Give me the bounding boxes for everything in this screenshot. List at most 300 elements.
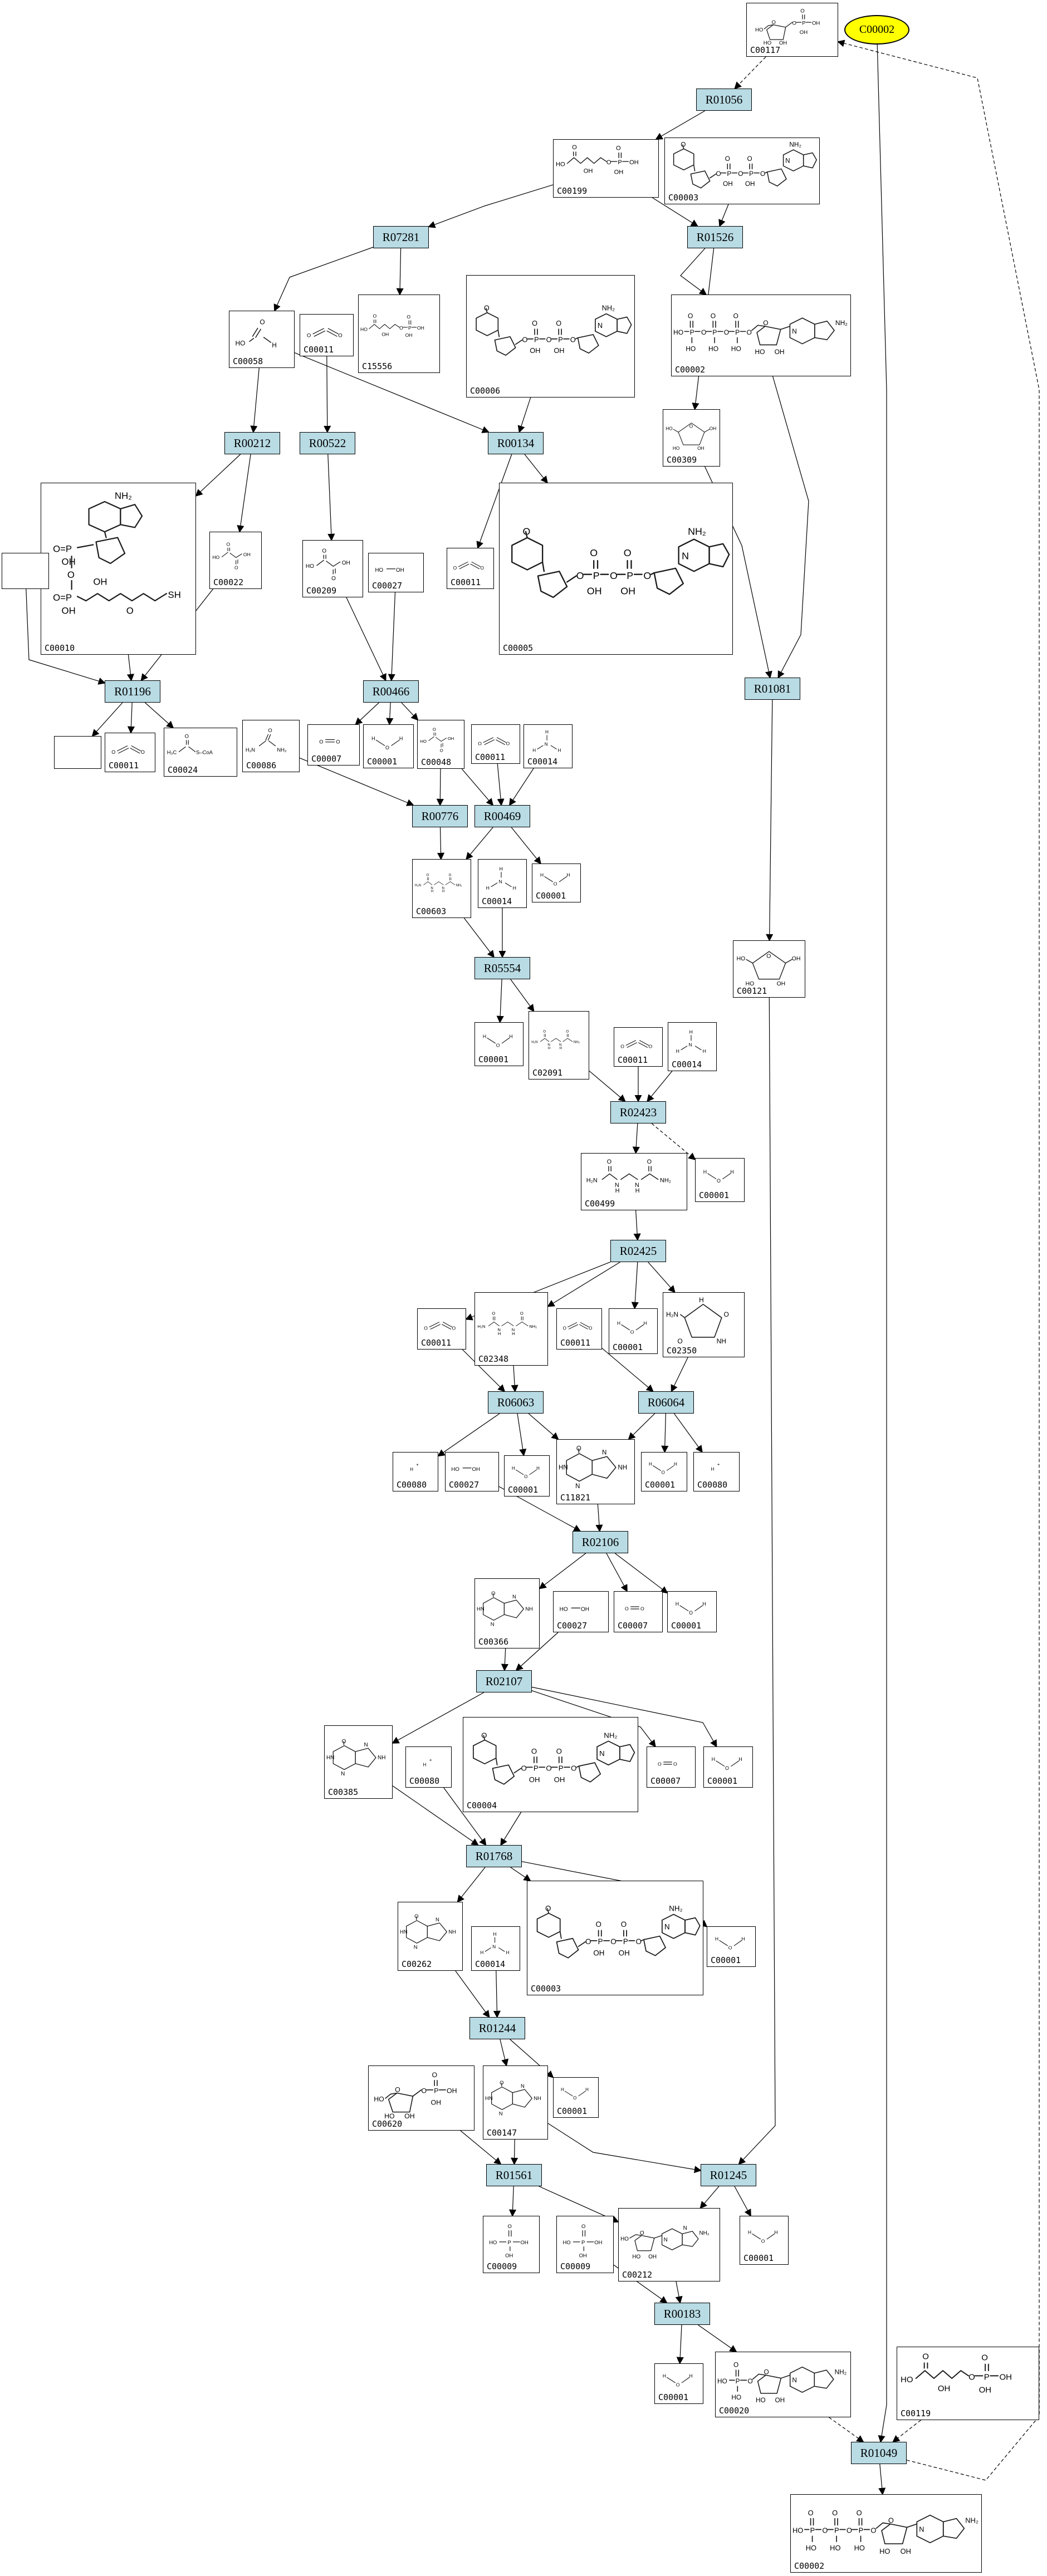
svg-text:O: O	[635, 1937, 642, 1946]
molecule-structure	[473, 726, 518, 752]
compound-node-C00014[interactable]	[668, 1022, 717, 1071]
compound-node-C00086[interactable]	[242, 720, 300, 772]
svg-text:O: O	[606, 1158, 611, 1165]
compound-node-C00007[interactable]	[307, 724, 360, 766]
edge-r02425-c02350	[648, 1262, 675, 1292]
compound-node-C00003[interactable]	[527, 1881, 703, 1995]
svg-text:N: N	[602, 1449, 607, 1456]
compound-node-C00020[interactable]	[715, 2352, 851, 2417]
compound-node-C02348[interactable]	[474, 1292, 548, 1366]
compound-node-C00117[interactable]	[746, 3, 838, 57]
svg-text:NH₂: NH₂	[456, 884, 462, 888]
svg-text:N: N	[614, 1181, 619, 1189]
svg-text:HO: HO	[792, 2525, 804, 2534]
reaction-id-label: R01526	[696, 230, 734, 244]
edge-c00014d-r01244	[496, 1971, 497, 2017]
svg-text:H: H	[566, 872, 570, 878]
compound-node-C00001[interactable]	[363, 724, 414, 768]
svg-text:NH: NH	[448, 1929, 456, 1935]
edge-r00466-c00001a	[389, 703, 390, 724]
svg-text:HO: HO	[375, 567, 384, 573]
compound-node-C00603[interactable]	[412, 859, 471, 918]
compound-id-label: C00001	[645, 1480, 676, 1490]
compound-node-C00058[interactable]	[229, 311, 295, 368]
svg-text:O: O	[432, 727, 436, 732]
svg-text:HO: HO	[384, 2112, 395, 2118]
edge-r02423-c00499	[636, 1123, 638, 1153]
compound-node-C00001[interactable]	[553, 2077, 599, 2118]
svg-text:O: O	[480, 565, 484, 571]
svg-text:NH₂: NH₂	[669, 1904, 683, 1913]
svg-text:O: O	[689, 424, 693, 429]
svg-text:H: H	[480, 1949, 483, 1955]
svg-text:N: N	[599, 1749, 605, 1758]
compound-node-unlabeled	[2, 553, 49, 589]
compound-node-C00007[interactable]	[647, 1746, 696, 1788]
molecule-structure	[741, 2217, 787, 2253]
svg-text:SH: SH	[168, 589, 181, 600]
svg-text:OH: OH	[937, 2383, 951, 2393]
molecule-structure	[529, 1882, 702, 1983]
molecule-structure	[708, 1928, 754, 1955]
svg-text:H₂N: H₂N	[477, 1323, 486, 1329]
svg-text:H: H	[561, 2087, 564, 2093]
reaction-node-R06064[interactable]	[638, 1391, 694, 1414]
compound-node-C00001[interactable]	[667, 1591, 717, 1632]
reaction-node-R01561[interactable]	[486, 2164, 542, 2186]
svg-text:O: O	[725, 155, 730, 163]
svg-text:O: O	[576, 1445, 581, 1453]
svg-text:O: O	[640, 1606, 644, 1612]
compound-node-C00080[interactable]	[693, 1452, 740, 1491]
compound-node-C00001[interactable]	[641, 1452, 687, 1491]
molecule-structure	[476, 1294, 546, 1353]
svg-text:O: O	[67, 569, 75, 580]
svg-text:HO: HO	[805, 2543, 816, 2552]
reaction-node-R00212[interactable]	[224, 432, 280, 454]
svg-text:N: N	[682, 549, 689, 561]
compound-node-C11821[interactable]	[556, 1439, 635, 1504]
svg-text:H₂N: H₂N	[666, 1310, 679, 1318]
svg-text:O: O	[322, 547, 327, 554]
edge-c00499-r02425	[636, 1210, 638, 1240]
svg-text:OH: OH	[648, 2253, 657, 2260]
reaction-node-R01768[interactable]	[466, 1845, 522, 1867]
svg-text:O: O	[640, 2230, 644, 2236]
molecule-structure	[419, 722, 463, 757]
svg-text:O: O	[733, 311, 738, 320]
svg-text:O: O	[336, 739, 340, 745]
svg-text:H₂N: H₂N	[414, 884, 422, 888]
reaction-node-R01526[interactable]	[687, 226, 743, 248]
svg-text:OH: OH	[723, 180, 733, 188]
svg-text:OH: OH	[529, 1775, 540, 1784]
compound-node-C00080[interactable]	[393, 1452, 438, 1491]
compound-node-C00011[interactable]	[417, 1308, 466, 1350]
compound-node-C00011[interactable]	[556, 1308, 602, 1350]
compound-node-C00620[interactable]	[368, 2065, 474, 2131]
compound-id-label: C00011	[475, 752, 506, 762]
reaction-node-R00466[interactable]	[363, 680, 419, 703]
compound-node-C00002[interactable]	[671, 295, 851, 376]
svg-text:P: P	[434, 2087, 439, 2094]
svg-text:H: H	[536, 1465, 540, 1471]
compound-node-C00309[interactable]	[663, 409, 720, 467]
svg-text:H: H	[532, 747, 536, 753]
compound-node-C00010[interactable]	[41, 483, 196, 655]
molecule-structure	[615, 1593, 661, 1620]
svg-text:O: O	[483, 303, 490, 312]
molecule-structure	[464, 1719, 637, 1800]
reaction-id-label: R06063	[497, 1395, 535, 1409]
compound-node-C00006[interactable]	[466, 275, 635, 398]
svg-text:OH: OH	[61, 556, 76, 567]
svg-text:NH: NH	[618, 1464, 628, 1471]
svg-text:O: O	[453, 565, 457, 571]
reaction-node-R06063[interactable]	[488, 1391, 544, 1414]
reaction-node-R00469[interactable]	[474, 805, 530, 827]
compound-node-C00001[interactable]	[609, 1308, 658, 1354]
compound-id-label: C00002	[675, 365, 706, 375]
compound-id-label: C00147	[487, 2128, 517, 2138]
compound-id-label: C00011	[304, 345, 334, 355]
svg-text:O: O	[562, 1325, 566, 1331]
svg-text:O: O	[606, 159, 611, 166]
svg-text:HO: HO	[879, 2546, 891, 2555]
svg-text:N: N	[688, 1042, 692, 1048]
svg-text:O: O	[448, 874, 452, 877]
compound-node-C00001[interactable]	[474, 1022, 524, 1066]
edge-c00603-r05554	[464, 918, 493, 957]
svg-text:O: O	[723, 328, 730, 336]
molecule-structure	[555, 1593, 607, 1620]
entry-ellipse-C00002[interactable]	[844, 15, 909, 45]
compound-node-C00001[interactable]	[707, 1926, 756, 1967]
svg-text:HO: HO	[235, 339, 246, 347]
compound-node-C00001[interactable]	[703, 1746, 753, 1788]
svg-text:OH: OH	[505, 2251, 513, 2258]
molecule-structure	[399, 1903, 461, 1959]
svg-text:O: O	[268, 727, 272, 733]
svg-text:O: O	[492, 1311, 496, 1316]
svg-text:P: P	[627, 570, 634, 581]
compound-node-C00011[interactable]	[614, 1027, 663, 1067]
compound-node-C02350[interactable]	[663, 1292, 745, 1357]
compound-node-C00147[interactable]	[483, 2065, 548, 2140]
svg-text:HO: HO	[755, 2396, 766, 2405]
edge-c00006-r00134	[520, 398, 531, 432]
svg-text:H: H	[702, 1601, 706, 1607]
molecule-structure	[485, 2217, 538, 2261]
compound-id-label: C00080	[397, 1480, 427, 1490]
molecule-structure	[555, 141, 657, 185]
reaction-node-R01196[interactable]	[105, 680, 160, 703]
molecule-structure	[666, 139, 818, 192]
compound-node-C00011[interactable]	[447, 548, 494, 589]
svg-text:HO: HO	[673, 328, 684, 336]
svg-text:O: O	[589, 1325, 593, 1331]
svg-text:N: N	[634, 1181, 639, 1189]
svg-text:HN: HN	[559, 1464, 568, 1471]
compound-id-label: C00001	[671, 1621, 702, 1631]
compound-node-C00027[interactable]	[368, 553, 424, 592]
svg-text:O: O	[421, 2087, 427, 2094]
svg-text:NH₂: NH₂	[604, 1731, 618, 1740]
svg-text:N: N	[512, 1594, 516, 1601]
svg-text:H: H	[442, 890, 445, 894]
reaction-node-R00183[interactable]	[654, 2303, 710, 2325]
compound-node-C00209[interactable]	[302, 540, 363, 597]
edge-r01526-c00002a	[681, 248, 706, 295]
svg-text:H: H	[505, 1949, 509, 1955]
svg-text:O: O	[792, 20, 796, 27]
svg-text:O: O	[522, 525, 531, 537]
molecule-structure	[530, 1013, 588, 1067]
molecule-structure	[244, 722, 298, 760]
svg-text:N: N	[575, 1483, 580, 1489]
svg-text:O: O	[733, 2361, 739, 2369]
reaction-node-R00522[interactable]	[300, 432, 355, 454]
edge-r06064-c11821	[629, 1414, 655, 1439]
molecule-structure	[792, 2496, 980, 2560]
svg-text:O: O	[234, 565, 238, 571]
compound-id-label: C00499	[585, 1199, 615, 1209]
svg-text:HN: HN	[326, 1755, 335, 1762]
svg-text:HO: HO	[763, 40, 772, 45]
svg-text:O: O	[922, 2351, 929, 2361]
molecule-structure	[615, 1029, 661, 1054]
compound-node-C00011[interactable]	[105, 733, 155, 772]
compound-node-C00014[interactable]	[524, 724, 573, 768]
reaction-node-R01244[interactable]	[469, 2017, 525, 2039]
svg-text:O: O	[385, 744, 389, 750]
compound-node-C00048[interactable]	[417, 720, 464, 769]
svg-text:O: O	[676, 2381, 680, 2387]
compound-node-C15556[interactable]	[358, 295, 440, 373]
svg-text:O: O	[331, 575, 336, 582]
edge-c00048-r00469	[462, 769, 493, 805]
svg-text:O: O	[723, 1310, 729, 1318]
svg-text:O: O	[630, 1329, 634, 1335]
compound-node-C00212[interactable]	[618, 2208, 720, 2281]
molecule-structure	[447, 1454, 497, 1479]
svg-text:H: H	[615, 1187, 620, 1194]
compound-id-label: C00121	[737, 986, 767, 996]
edge-c00011d-r00469	[497, 764, 501, 805]
compound-node-C00001[interactable]	[695, 1158, 745, 1202]
svg-text:O: O	[701, 328, 707, 336]
svg-text:O: O	[439, 747, 443, 753]
svg-text:N: N	[497, 1327, 501, 1332]
svg-text:OH: OH	[618, 1949, 630, 1957]
svg-text:O: O	[822, 2525, 828, 2534]
compound-node-C00005[interactable]	[499, 483, 733, 655]
compound-node-C00003[interactable]	[664, 138, 820, 204]
compound-node-C00009[interactable]	[483, 2216, 540, 2273]
svg-text:H₂N: H₂N	[531, 1040, 538, 1044]
svg-text:N: N	[498, 879, 502, 885]
compound-node-C00262[interactable]	[398, 1902, 463, 1971]
svg-text:OH: OH	[341, 560, 350, 566]
svg-text:H: H	[676, 1048, 679, 1054]
compound-node-C00027[interactable]	[553, 1591, 609, 1632]
molecule-structure	[360, 296, 438, 361]
reaction-id-label: R02107	[485, 1674, 523, 1688]
compound-id-label: C00001	[557, 2106, 588, 2116]
svg-text:OH: OH	[381, 331, 389, 337]
svg-text:H: H	[747, 2229, 752, 2235]
svg-text:P: P	[618, 159, 622, 166]
svg-text:HN: HN	[477, 1606, 485, 1612]
edge-r00466-c00007a	[356, 703, 379, 724]
compound-id-label: C00022	[213, 577, 244, 587]
edge-entry-r01049	[877, 45, 887, 2442]
svg-text:O: O	[746, 328, 752, 336]
edge-r02106-c00007b	[606, 1553, 627, 1591]
compound-id-label: C00010	[45, 643, 75, 653]
svg-text:HO: HO	[686, 345, 696, 353]
edge-c00011g-r06064	[602, 1348, 653, 1391]
reaction-node-R02106[interactable]	[573, 1531, 628, 1553]
compound-node-C00014[interactable]	[471, 1926, 520, 1971]
svg-text:N: N	[544, 742, 548, 747]
molecule-structure	[476, 1580, 538, 1636]
reaction-node-R02107[interactable]	[476, 1670, 532, 1692]
svg-text:P: P	[534, 335, 539, 344]
svg-text:P: P	[623, 1937, 628, 1946]
compound-node-C00366[interactable]	[474, 1578, 540, 1648]
edge-r01049-c00002b	[880, 2464, 883, 2494]
svg-text:N: N	[520, 2083, 525, 2089]
svg-text:O: O	[521, 1764, 527, 1773]
reaction-node-R00776[interactable]	[412, 805, 468, 827]
reaction-node-R01081[interactable]	[745, 678, 800, 700]
edge-r00183-c00001m	[680, 2325, 682, 2363]
compound-node-C00001[interactable]	[504, 1455, 550, 1496]
svg-text:P: P	[533, 1764, 539, 1773]
compound-node-C00499[interactable]	[581, 1153, 687, 1210]
svg-text:N: N	[435, 1917, 439, 1924]
compound-node-C00024[interactable]	[164, 728, 237, 777]
edge-c00003a-r01526	[720, 204, 728, 226]
svg-text:O: O	[399, 325, 403, 331]
reaction-node-R05554[interactable]	[474, 957, 530, 979]
compound-node-unlabeled	[54, 736, 101, 769]
svg-text:OH: OH	[999, 2372, 1012, 2382]
compound-node-C00022[interactable]	[209, 532, 262, 589]
compound-node-C00001[interactable]	[532, 863, 581, 902]
reaction-node-R00134[interactable]	[488, 432, 544, 454]
compound-node-C00001[interactable]	[654, 2363, 703, 2404]
reaction-node-R02425[interactable]	[610, 1240, 666, 1262]
compound-node-C00027[interactable]	[445, 1452, 499, 1491]
svg-text:P: P	[727, 170, 732, 178]
compound-node-C00004[interactable]	[463, 1717, 638, 1812]
svg-text:H: H	[540, 872, 544, 878]
svg-text:O: O	[395, 2086, 400, 2094]
svg-text:HO: HO	[489, 2239, 497, 2245]
svg-text:P: P	[408, 325, 412, 331]
compound-node-C00080[interactable]	[405, 1746, 452, 1788]
compound-node-C00011[interactable]	[300, 314, 354, 356]
molecule-structure	[309, 726, 358, 753]
svg-text:OH: OH	[583, 168, 593, 175]
reaction-node-R07281[interactable]	[373, 226, 429, 248]
svg-text:O: O	[595, 1920, 601, 1929]
svg-text:O: O	[623, 547, 632, 558]
compound-node-C00385[interactable]	[324, 1725, 393, 1799]
svg-text:O=P: O=P	[53, 592, 72, 603]
compound-node-C00119[interactable]	[897, 2347, 1039, 2420]
molecule-structure	[620, 2210, 718, 2269]
svg-text:OH: OH	[791, 955, 801, 962]
reaction-node-R02423[interactable]	[610, 1101, 666, 1123]
svg-text:OH: OH	[776, 980, 786, 985]
edge-r01244-c00147	[500, 2039, 506, 2065]
compound-node-C00001[interactable]	[740, 2216, 789, 2265]
svg-text:NH: NH	[378, 1755, 386, 1762]
svg-text:OH: OH	[93, 576, 107, 587]
compound-node-C00121[interactable]	[733, 940, 805, 998]
compound-id-label: C00001	[508, 1485, 539, 1495]
reaction-node-R01049[interactable]	[851, 2442, 907, 2464]
svg-text:OH: OH	[579, 2253, 587, 2258]
edge-r01196-c00024	[145, 703, 173, 728]
svg-text:HO: HO	[620, 2236, 629, 2243]
svg-text:H: H	[774, 2229, 778, 2235]
svg-text:P: P	[735, 328, 740, 336]
svg-text:H: H	[499, 865, 503, 871]
edge-r02425-c02348	[548, 1262, 620, 1307]
reaction-node-R01056[interactable]	[696, 89, 752, 111]
compound-node-C00011[interactable]	[471, 724, 520, 764]
compound-node-C00009[interactable]	[556, 2216, 614, 2273]
svg-text:O: O	[763, 318, 769, 327]
svg-text:OH: OH	[396, 567, 404, 573]
svg-text:P: P	[735, 2377, 740, 2385]
svg-text:H: H	[741, 1936, 745, 1942]
svg-text:OH: OH	[554, 346, 565, 355]
compound-id-label: C00005	[503, 643, 534, 653]
svg-text:H: H	[486, 885, 490, 891]
svg-text:NH₂: NH₂	[835, 318, 848, 327]
edge-r06064-c00080b	[674, 1414, 702, 1452]
edge-r00469-c00603	[466, 827, 493, 859]
svg-text:H₂N: H₂N	[586, 1177, 598, 1184]
svg-text:O: O	[581, 2223, 586, 2230]
edge-r06063-c11821	[529, 1414, 558, 1439]
svg-text:H: H	[512, 1331, 515, 1336]
svg-text:OH: OH	[581, 1606, 589, 1613]
compound-node-C00002[interactable]	[790, 2494, 982, 2573]
compound-id-label: C00080	[409, 1776, 440, 1786]
compound-node-C00007[interactable]	[614, 1591, 663, 1632]
reaction-node-R01245[interactable]	[701, 2164, 756, 2186]
svg-text:NH₂: NH₂	[277, 746, 287, 753]
edge-c00058-r00212	[253, 368, 260, 432]
svg-text:HO: HO	[731, 2393, 742, 2401]
compound-id-label: C00212	[622, 2270, 653, 2280]
svg-text:N: N	[663, 2236, 668, 2243]
svg-text:N: N	[430, 886, 433, 890]
compound-id-label: C00024	[168, 765, 198, 775]
compound-node-C00014[interactable]	[478, 859, 527, 908]
svg-text:H: H	[689, 2373, 693, 2379]
compound-node-C02091[interactable]	[529, 1011, 589, 1080]
molecule-structure	[656, 2365, 702, 2392]
svg-text:O: O	[620, 1043, 624, 1049]
compound-node-C00199[interactable]	[553, 139, 659, 198]
